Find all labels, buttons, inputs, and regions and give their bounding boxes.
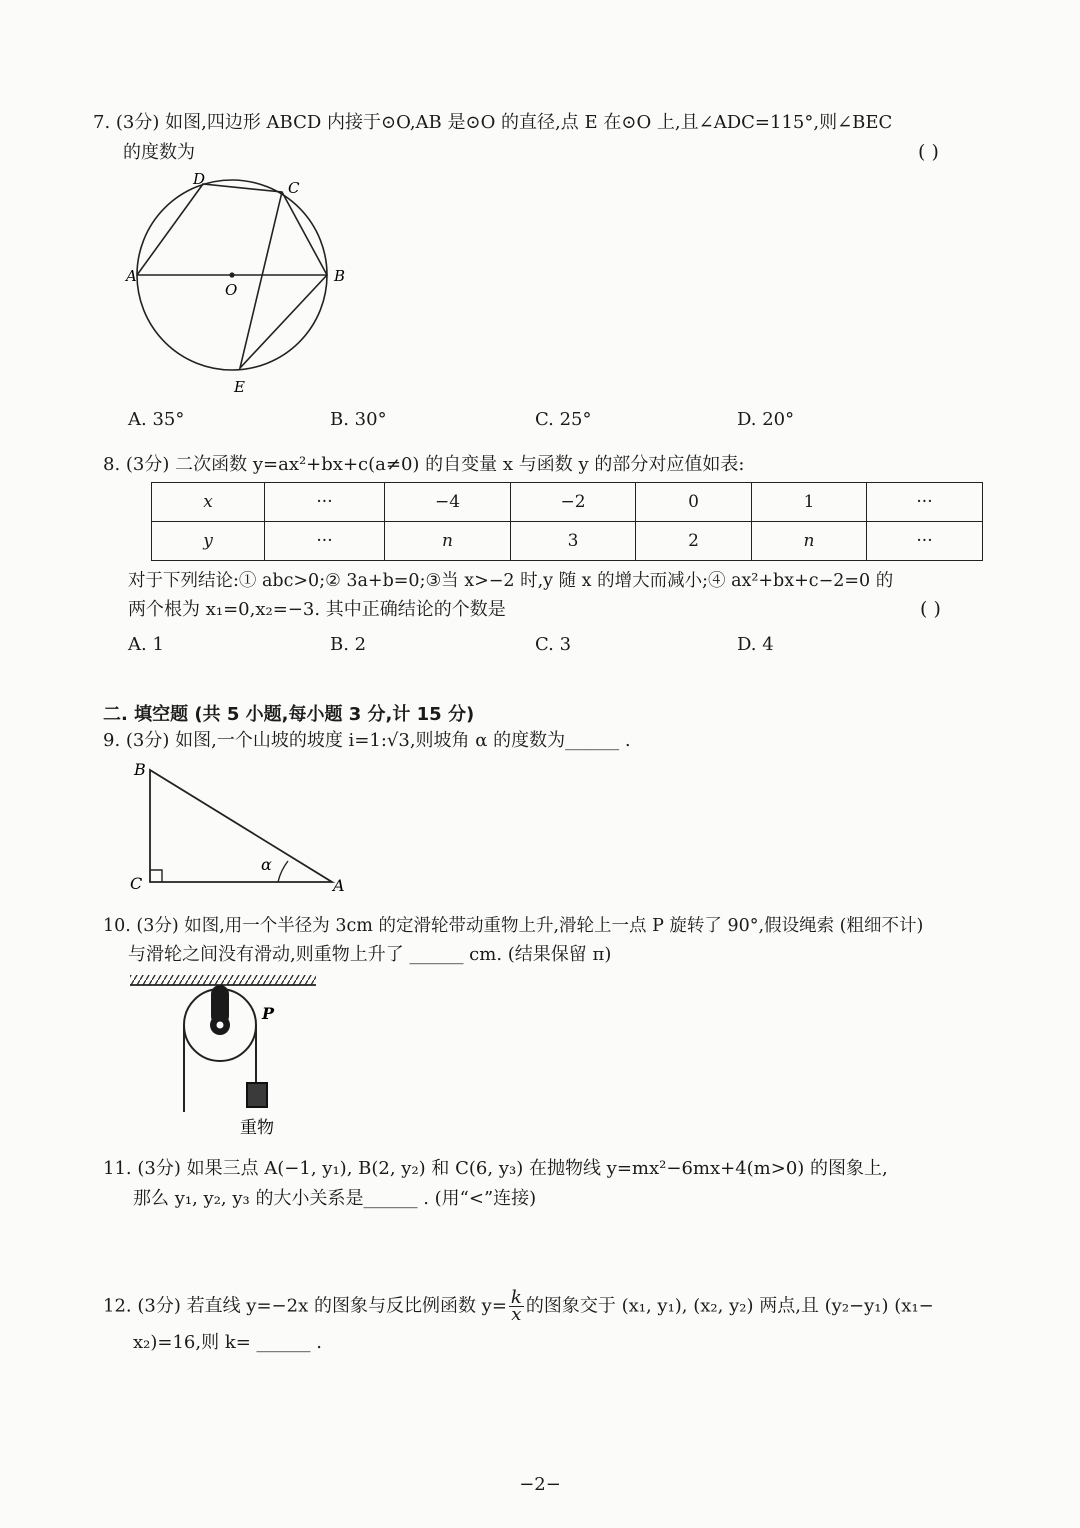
q7-option-d[interactable]: D. 20° [737,409,795,430]
page-number: −2− [519,1474,561,1495]
table-cell: ··· [867,483,983,522]
table-cell: n [752,522,867,561]
table-row-y [152,522,983,561]
q12-stem-part2: 的图象交于 (x₁, y₁), (x₂, y₂) 两点,且 (y₂−y₁) (x₁− [525,1295,934,1317]
q7-option-c[interactable]: C. 25° [535,409,592,430]
section-title-fill-in: 二. 填空题 (共 5 小题,每小题 3 分,计 15 分) [103,704,475,725]
table-cell: n [385,522,511,561]
table-cell: 1 [752,483,867,522]
q10-stem-line1: 10. (3分) 如图,用一个半径为 3cm 的定滑轮带动重物上升,滑轮上一点 P 旋转了 90°,假设绳索 (粗细不计) [103,916,924,936]
label-O: O [225,281,238,299]
label-C: C [288,179,300,197]
table-cell: ··· [265,522,385,561]
fraction-denominator: x [511,1304,522,1325]
q10-stem-line2: 与滑轮之间没有滑动,则重物上升了 ______ cm. (结果保留 π) [128,944,612,965]
label-weight: 重物 [240,1118,274,1138]
table-cell: −4 [385,483,511,522]
q8-answer-paren[interactable]: ( ) [920,598,941,620]
q7-option-b[interactable]: B. 30° [330,409,387,430]
label-alpha: α [261,855,272,874]
q10-pulley-figure [128,970,328,1142]
label-C: C [130,874,143,893]
label-A: A [333,876,345,895]
q7-stem-line2: 的度数为 [123,142,195,163]
label-B: B [334,267,346,285]
q8-conclusions-line: 对于下列结论:① abc>0;② 3a+b=0;③当 x>−2 时,y 随 x 的增大而减小;④ ax²+bx+c−2=0 的 [128,571,894,591]
table-cell: ··· [265,483,385,522]
q7-answer-paren[interactable]: ( ) [918,141,939,163]
q8-option-c[interactable]: C. 3 [535,634,572,655]
weight-block [247,1083,267,1107]
table-cell: 3 [511,522,636,561]
q8-option-b[interactable]: B. 2 [330,634,367,655]
q8-stem-line1: 8. (3分) 二次函数 y=ax²+bx+c(a≠0) 的自变量 x 与函数 y 的部分对应值如表: [103,454,745,475]
q12-fraction-k-over-x [509,1287,524,1325]
table-row-x [152,483,983,522]
q12-stem-line1 [103,1287,934,1325]
q8-option-d[interactable]: D. 4 [737,634,774,655]
fraction-numerator: k [510,1287,522,1308]
q9-stem: 9. (3分) 如图,一个山坡的坡度 i=1:√3,则坡角 α 的度数为______ . [103,730,631,751]
label-A: A [126,267,137,285]
label-P: P [262,1004,275,1023]
table-cell: −2 [511,483,636,522]
table-cell: x [152,483,265,522]
q8-option-a[interactable]: A. 1 [128,634,164,655]
table-cell: 0 [636,483,752,522]
table-cell: 2 [636,522,752,561]
q11-stem-line2: 那么 y₁, y₂, y₃ 的大小关系是______ . (用“<”连接) [133,1188,537,1209]
label-E: E [234,378,245,396]
label-D: D [193,170,206,188]
q8-question-line: 两个根为 x₁=0,x₂=−3. 其中正确结论的个数是 [128,599,506,620]
q7-option-a[interactable]: A. 35° [128,409,185,430]
table-cell: ··· [867,522,983,561]
q7-stem-line1: 7. (3分) 如图,四边形 ABCD 内接于⊙O,AB 是⊙O 的直径,点 E 在⊙O 上,且∠ADC=115°,则∠BEC [93,112,893,133]
q9-slope-figure [128,758,358,900]
q7-circle-figure [120,168,360,400]
q8-value-table [151,482,983,561]
table-cell: y [152,522,265,561]
q12-stem-line2: x₂)=16,则 k= ______ . [133,1332,322,1353]
q11-stem-line1: 11. (3分) 如果三点 A(−1, y₁), B(2, y₂) 和 C(6, y₃) 在抛物线 y=mx²−6mx+4(m>0) 的图象上, [103,1158,888,1179]
label-B: B [134,760,146,779]
ceiling-hatch [130,975,316,985]
q12-stem-part1: 12. (3分) 若直线 y=−2x 的图象与反比例函数 y= [103,1295,507,1317]
